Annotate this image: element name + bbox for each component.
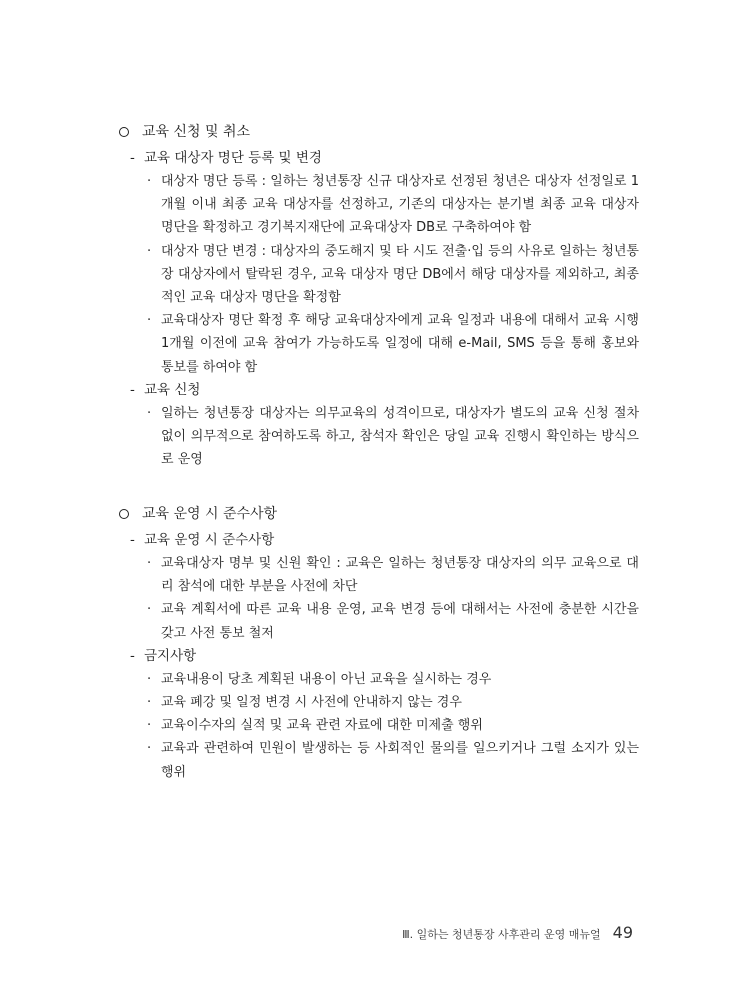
list-item: · 대상자 명단 변경 : 대상자의 중도해지 및 타 시도 전출·입 등의 사유로 일하는 청년통장 대상자에서 탈락된 경우, 교육 대상자 명단 DB에서 해당 대상자를 제외하고, 최종적인 교육 대상자 명단을 확정함 bbox=[146, 240, 639, 310]
circle-bullet-icon bbox=[119, 509, 129, 519]
middle-dot-icon: · bbox=[147, 313, 152, 329]
circle-bullet-icon bbox=[119, 127, 129, 137]
dash-icon: - bbox=[130, 381, 135, 398]
list-item: · 교육과 관련하여 민원이 발생하는 등 사회적인 물의를 일으키거나 그럴 소지가 있는 행위 bbox=[146, 737, 639, 783]
page-footer bbox=[402, 920, 633, 942]
middle-dot-icon: · bbox=[147, 695, 152, 711]
section-application bbox=[118, 123, 638, 471]
section-title bbox=[118, 505, 638, 523]
dash-icon: - bbox=[130, 532, 135, 548]
footer-chapter-title: Ⅲ. 일하는 청년통장 사후관리 운영 매뉴얼 bbox=[402, 928, 601, 941]
subsection-heading: - 교육 운영 시 준수사항 bbox=[130, 529, 638, 552]
list-item: · 교육대상자 명단 확정 후 해당 교육대상자에게 교육 일정과 내용에 대해서 교육 시행 1개월 이전에 교육 참여가 가능하도록 일정에 대해 e-Mail, SMS 등을 통해 홍보와 통보를 하여야 함 bbox=[146, 309, 639, 379]
section-title bbox=[118, 123, 638, 141]
subsection-heading: - 교육 신청 bbox=[130, 379, 638, 402]
section-title-text: 교육 운영 시 준수사항 bbox=[142, 506, 278, 522]
subsection-heading: - 금지사항 bbox=[130, 645, 638, 668]
middle-dot-icon: · bbox=[147, 556, 152, 571]
list-item: · 교육내용이 당초 계획된 내용이 아닌 교육을 실시하는 경우 bbox=[146, 668, 639, 691]
middle-dot-icon: · bbox=[147, 671, 152, 687]
list-item: · 교육대상자 명부 및 신원 확인 : 교육은 일하는 청년통장 대상자의 의무 교육으로 대리 참석에 대한 부분을 사전에 차단 bbox=[146, 552, 639, 598]
list-item: · 일하는 청년통장 대상자는 의무교육의 성격이므로, 대상자가 별도의 교육 신청 절차없이 의무적으로 참여하도록 하고, 참석자 확인은 당일 교육 진행시 확인하는 방식으로 운영 bbox=[146, 402, 639, 472]
middle-dot-icon: · bbox=[147, 174, 152, 189]
middle-dot-icon: · bbox=[147, 405, 152, 421]
list-item: · 대상자 명단 등록 : 일하는 청년통장 신규 대상자로 선정된 청년은 대상자 선정일로 1개월 이내 최종 교육 대상자를 선정하고, 기존의 대상자는 분기별 최종 교육 대상자 명단을 확정하고 경기복지재단에 교육대상자 DB로 구축하여야 함 bbox=[146, 170, 639, 240]
middle-dot-icon: · bbox=[147, 718, 152, 734]
page-number: 49 bbox=[612, 923, 633, 942]
dash-icon: - bbox=[130, 647, 135, 664]
list-item: · 교육 폐강 및 일정 변경 시 사전에 안내하지 않는 경우 bbox=[146, 691, 639, 714]
middle-dot-icon: · bbox=[147, 602, 152, 618]
middle-dot-icon: · bbox=[147, 741, 152, 757]
section-title-text: 교육 신청 및 취소 bbox=[142, 124, 251, 140]
list-item: · 교육이수자의 실적 및 교육 관련 자료에 대한 미제출 행위 bbox=[146, 714, 639, 737]
section-operation-rules bbox=[118, 505, 638, 784]
subsection-heading: - 교육 대상자 명단 등록 및 변경 bbox=[130, 147, 638, 170]
list-item: · 교육 계획서에 따른 교육 내용 운영, 교육 변경 등에 대해서는 사전에 충분한 시간을 갖고 사전 통보 철저 bbox=[146, 598, 639, 644]
dash-icon: - bbox=[130, 150, 135, 166]
middle-dot-icon: · bbox=[147, 243, 152, 259]
